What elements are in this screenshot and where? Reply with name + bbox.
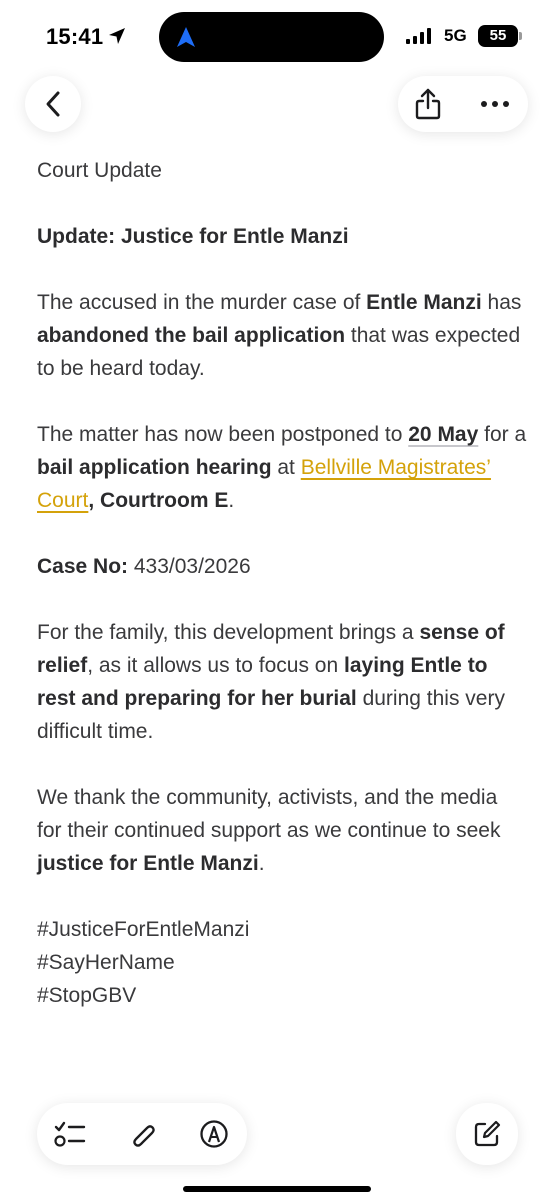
navigation-arrow-icon [176, 26, 196, 48]
note-heading: Update: Justice for Entle Manzi [37, 225, 349, 248]
date-link[interactable]: 20 May [408, 423, 479, 446]
network-type: 5G [444, 26, 467, 45]
nav-actions-pill [398, 76, 528, 132]
battery-level: 55 [489, 27, 507, 44]
share-icon[interactable] [413, 87, 443, 121]
hashtag: #JusticeForEntleManzi [37, 918, 250, 941]
note-body[interactable] [37, 154, 527, 1012]
pen-markup-icon[interactable] [199, 1119, 229, 1149]
status-time: 15:41 [46, 24, 104, 49]
dynamic-island [159, 12, 384, 62]
case-number: Case No: 433/03/2026 [37, 555, 251, 578]
back-button[interactable] [25, 76, 81, 132]
location-arrow-icon [108, 27, 126, 45]
cellular-signal-icon [406, 28, 436, 44]
paragraph-family: For the family, this development brings a sense of relief, as it allows us to focus on laying Entle to rest and preparing for her burial during this very difficult time. [37, 621, 505, 743]
chevron-left-icon [43, 90, 63, 118]
court-address-link[interactable]: Bellville Magistrates’ Court [37, 456, 491, 512]
home-indicator [183, 1186, 371, 1192]
checklist-icon[interactable] [53, 1119, 87, 1149]
paragraph-thanks: We thank the community, activists, and the media for their continued support as we continue to seek justice for Entle Manzi. [37, 786, 501, 875]
compose-icon [472, 1119, 502, 1149]
hashtag: #SayHerName [37, 951, 175, 974]
note-title: Court Update [37, 159, 162, 182]
paperclip-icon[interactable] [129, 1119, 159, 1151]
paragraph-accused: The accused in the murder case of Entle Manzi has abandoned the bail application that was expected to be heard today. [37, 291, 522, 380]
paragraph-postponed: The matter has now been postponed to 20 May for a bail application hearing at Bellville Magistrates’ Court, Courtroom E. [37, 423, 527, 512]
bottom-toolbar [37, 1103, 247, 1165]
battery-icon [478, 25, 518, 47]
hashtag: #StopGBV [37, 984, 137, 1007]
compose-button[interactable] [456, 1103, 518, 1165]
battery-tip [519, 32, 522, 40]
status-bar [0, 0, 553, 76]
ellipsis-icon[interactable] [480, 100, 510, 108]
